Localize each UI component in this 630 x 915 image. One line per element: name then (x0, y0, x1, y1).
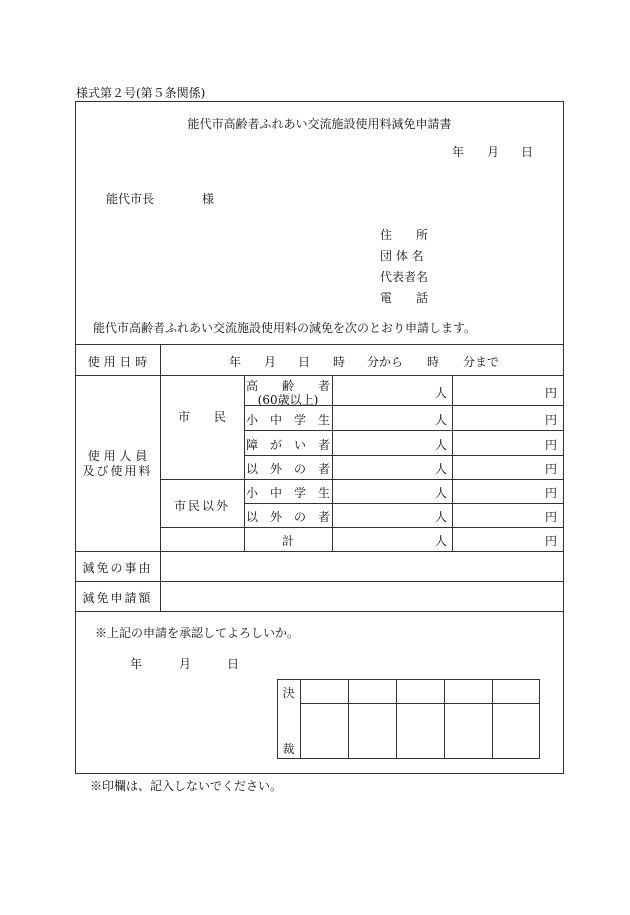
usage-hour-to: 時 (427, 355, 440, 369)
person-unit: 人 (435, 386, 448, 400)
stamp-col-line (396, 679, 397, 759)
usage-month: 月 (264, 355, 277, 369)
row-line (75, 375, 564, 376)
person-unit: 人 (435, 510, 448, 524)
stamp-col-line (492, 679, 493, 759)
stamp-row-line (300, 703, 540, 704)
users-fee-label-1: 使 用 人 員 (87, 449, 148, 463)
person-unit: 人 (435, 438, 448, 452)
usage-minute-to: 分まで (463, 355, 500, 369)
other-label: 以 外 の 者 (245, 510, 330, 524)
usage-year: 年 (229, 355, 242, 369)
stamp-col-line (348, 679, 349, 759)
other-label: 以 外 の 者 (245, 462, 330, 476)
decision-label-top: 決 (282, 686, 295, 700)
student-label: 小 中 学 生 (245, 486, 330, 500)
applicant-address-label: 住 所 (380, 228, 429, 242)
person-unit: 人 (435, 486, 448, 500)
approval-year: 年 (130, 657, 143, 671)
row-line (75, 611, 564, 612)
usage-datetime-label: 使 用 日 時 (87, 355, 148, 369)
row-line (244, 503, 564, 504)
intro-text: 能代市高齢者ふれあい交流施設使用料の減免を次のとおり申請します。 (93, 321, 477, 335)
date-month: 月 (487, 145, 500, 159)
approval-month: 月 (179, 657, 192, 671)
footnote: ※印欄は、記入しないでください。 (90, 779, 283, 793)
approval-text: ※上記の申請を承認してよろしいか。 (95, 626, 300, 640)
decision-label-bottom: 裁 (282, 742, 295, 756)
users-fee-label-2: 及び使用料 (82, 464, 153, 478)
col-line (332, 375, 333, 551)
stamp-col-line (300, 679, 301, 759)
person-unit: 人 (435, 534, 448, 548)
yen-unit: 円 (545, 486, 558, 500)
date-day: 日 (521, 145, 534, 159)
applicant-representative-label: 代表者名 (380, 270, 429, 284)
approval-stamp-grid (277, 679, 540, 759)
form-number: 様式第２号(第５条関係) (76, 86, 206, 100)
addressee-name: 能代市長 (106, 192, 155, 206)
row-line (244, 430, 564, 431)
person-unit: 人 (435, 413, 448, 427)
date-year: 年 (452, 145, 465, 159)
approval-day: 日 (227, 657, 240, 671)
usage-hour-from: 時 (333, 355, 346, 369)
row-line (160, 527, 564, 528)
addressee-honorific: 様 (202, 192, 215, 206)
yen-unit: 円 (545, 510, 558, 524)
reduction-reason-label: 減免の事由 (82, 561, 153, 575)
elderly-label: 高 齢 者 (245, 379, 330, 393)
noncitizen-label: 市民以外 (173, 499, 230, 513)
table-top-line (75, 344, 564, 345)
yen-unit: 円 (545, 438, 558, 452)
reduction-amount-label: 減免申請額 (82, 591, 153, 605)
col-line (452, 375, 453, 551)
citizen-label: 市 民 (177, 410, 226, 424)
yen-unit: 円 (545, 534, 558, 548)
form-title: 能代市高齢者ふれあい交流施設使用料減免申請書 (187, 117, 452, 131)
usage-day: 日 (298, 355, 311, 369)
total-label: 計 (281, 534, 294, 548)
stamp-col-line (444, 679, 445, 759)
yen-unit: 円 (545, 413, 558, 427)
usage-minute-from: 分から (367, 355, 404, 369)
col-line (160, 344, 161, 611)
student-label: 小 中 学 生 (245, 413, 330, 427)
row-line (244, 455, 564, 456)
elderly-age-note: (60歳以上) (257, 393, 319, 407)
row-line (75, 551, 564, 552)
disabled-label: 障 が い 者 (245, 438, 330, 452)
applicant-phone-label: 電 話 (380, 291, 429, 305)
row-line (160, 479, 564, 480)
yen-unit: 円 (545, 386, 558, 400)
yen-unit: 円 (545, 462, 558, 476)
row-line (75, 581, 564, 582)
applicant-group-label: 団 体 名 (380, 249, 424, 263)
person-unit: 人 (435, 462, 448, 476)
